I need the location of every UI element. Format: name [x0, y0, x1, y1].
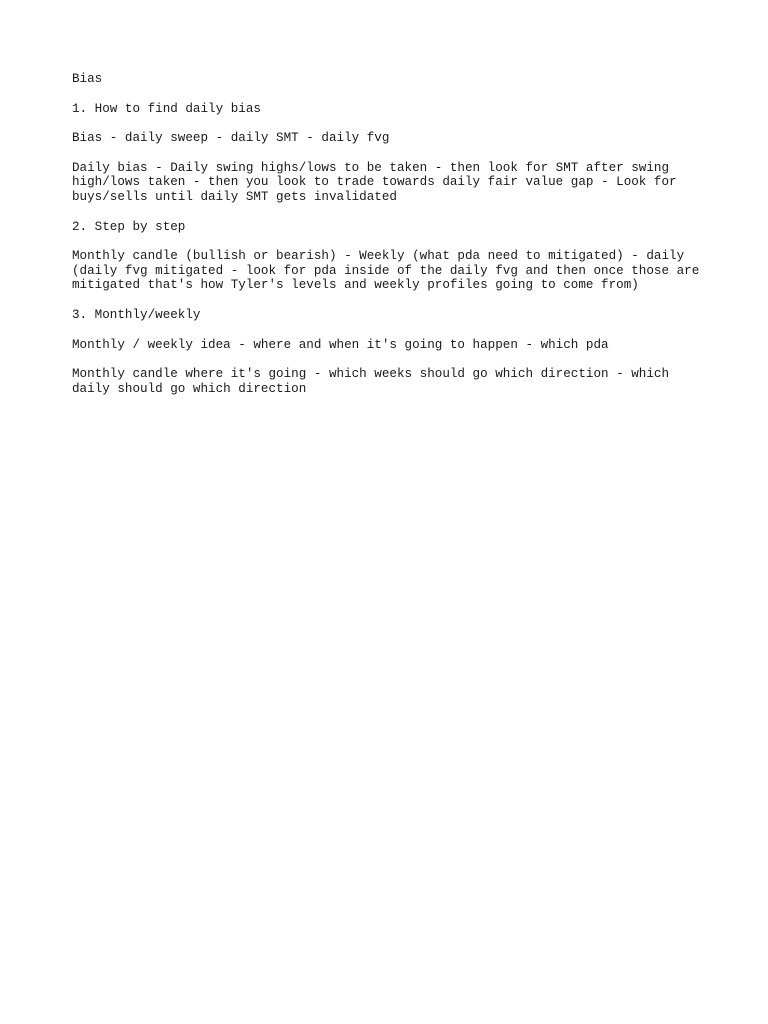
- paragraph-step-by-step: [72, 249, 712, 293]
- paragraph-line: high/lows taken - then you look to trade towards daily fair value gap - Look for: [72, 175, 677, 190]
- paragraph-monthly-weekly-idea: Monthly / weekly idea - where and when it's going to happen - which pda: [72, 337, 609, 352]
- paragraph-line: Monthly candle (bullish or bearish) - Weekly (what pda need to mitigated) - daily: [72, 249, 685, 264]
- paragraph-line: Daily bias - Daily swing highs/lows to be taken - then look for SMT after swing: [72, 160, 670, 175]
- paragraph-line: (daily fvg mitigated - look for pda inside of the daily fvg and then once those are: [72, 263, 700, 278]
- paragraph-monthly-candle: [72, 367, 712, 396]
- section-heading-3: 3. Monthly/weekly: [72, 307, 201, 322]
- paragraph-line: daily should go which direction: [72, 381, 307, 396]
- paragraph-daily-bias: [72, 161, 712, 205]
- document-page: [72, 72, 712, 411]
- section-heading-1: 1. How to find daily bias: [72, 101, 261, 116]
- document-title: Bias: [72, 72, 103, 86]
- paragraph-line: buys/sells until daily SMT gets invalidated: [72, 189, 397, 204]
- paragraph-line: mitigated that's how Tyler's levels and weekly profiles going to come from): [72, 278, 639, 293]
- section-heading-2: 2. Step by step: [72, 219, 186, 234]
- paragraph-bias-summary: Bias - daily sweep - daily SMT - daily fvg: [72, 131, 390, 146]
- paragraph-line: Monthly candle where it's going - which weeks should go which direction - which: [72, 367, 670, 382]
